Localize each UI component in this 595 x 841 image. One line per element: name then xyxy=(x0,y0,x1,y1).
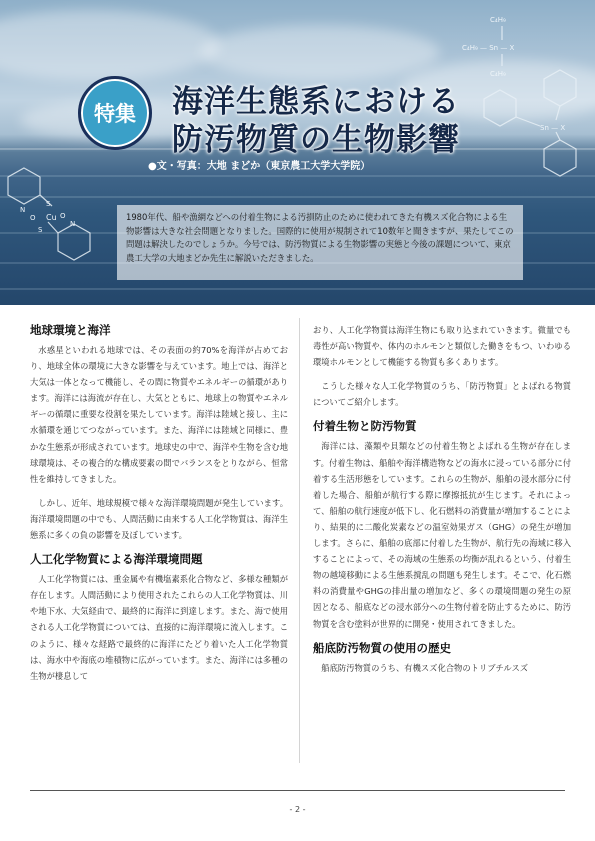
right-column xyxy=(313,322,571,676)
byline: ●文・写真：大地 まどか（東京農工大学大学院） xyxy=(148,161,371,172)
chemical-structure-left xyxy=(0,160,120,280)
chem-s1: S xyxy=(46,200,51,208)
chem-sn-x: C₄H₉ — Sn — X xyxy=(462,44,515,52)
article-title-line2: 防汚物質の生物影響 xyxy=(172,122,460,158)
section-heading-antifouling-history: 船底防汚物質の使用の歴史 xyxy=(313,640,451,655)
chem-o2: O xyxy=(60,212,66,220)
paragraph: 水惑星といわれる地球では、その表面の約70%を海洋が占めており、地球全体の環境に大きな影響を与えています。地上では、海洋と大気は一体となって機能し、その間に物質やエネルギーの循環があります。海洋には海流が存在し、大気とともに、地球上の物質やエネルギーの循環に重要な役割を果たしています。海洋は陸域と接し、主に水循環を通じてつながっています。また、海洋には陸域と同様に、豊かな生態系が形成されています。地球史の中で、海洋や生物を含む地球環境は、その複合的な構成要素の間でバランスをとりながら、恒常性を維持してきました。 xyxy=(30,345,288,484)
chem-c4h9-bottom: C₄H₉ xyxy=(490,70,506,78)
paragraph: しかし、近年、地球規模で様々な海洋環境問題が発生しています。海洋環境問題の中でも、人間活動に由来する人工化学物質は、海洋生態系に多くの負の影響を及ぼしています。 xyxy=(30,497,288,541)
paragraph: 船底防汚物質のうち、有機スズ化合物のトリブチルスズ xyxy=(321,662,529,673)
chemical-structure-right xyxy=(440,0,595,190)
column-divider xyxy=(299,318,300,763)
chem-n1: N xyxy=(20,206,26,214)
chem-n2: N xyxy=(70,220,76,228)
chem-o1: O xyxy=(30,214,36,222)
chem-s2: S xyxy=(38,226,43,234)
page-number: - 2 - xyxy=(289,805,306,814)
paragraph: こうした様々な人工化学物質のうち、「防汚物質」とよばれる物質についてご紹介します。 xyxy=(313,381,571,408)
section-heading-chemical-pollution: 人工化学物質による海洋環境問題 xyxy=(30,552,203,567)
chem-cu: Cu xyxy=(46,213,57,222)
paragraph: 海洋には、藻類や貝類などの付着生物とよばれる生物が存在します。付着生物は、船舶や海洋構造物などの海水に浸っている部分に付着する生活形態をしています。これらの生物が、船舶の浸水部分に付着した場合、船舶が航行する際に摩擦抵抗が生じます。それによって、船舶の航行速度が低下し、化石燃料の消費量が増加することにより、結果的に二酸化炭素などの温室効果ガス（GHG）の発生が増加します。さらに、船舶の底部に付着した生物が、航行先の海域に移入することによって、その海域の生態系の均衡が乱れるという、付着生物の越境移動による生態系撹乱の問題も発生します。そこで、化石燃料の消費量やGHGの排出量の増加など、多くの環境問題の発生の原因となる、船底などの浸水部分への生物付着を防止するために、防汚物質を含む塗料が世界的に開発・使用されてきました。 xyxy=(313,441,571,629)
section-heading-fouling-organisms: 付着生物と防汚物質 xyxy=(313,419,417,434)
chem-c4h9-top: C₄H₉ xyxy=(490,16,506,24)
paragraph: 人工化学物質には、重金属や有機塩素系化合物など、多様な種類が存在します。人間活動により使用されたこれらの人工化学物質は、川や地下水、大気経由で、最終的に海洋に到達します。また、海で使用される人工化学物質については、直接的に海洋環境に流入します。このように、様々な経路で最終的に海洋にたどり着いた人工化学物質は、海水中や海底の堆積物に広がっています。また、海洋には多種の生物が棲息して xyxy=(30,574,288,681)
footer-rule xyxy=(30,790,565,791)
lead-paragraph: 1980年代、船や漁網などへの付着生物による汚損防止のために使われてきた有機スズ化合物による生物影響は大きな社会問題となりました。国際的に使用が規制されて10数年と聞きますが、果たしてこの問題は解決したのでしょうか。今号では、防汚物質による生物影響の実態と今後の課題について、東京農工大学の大地まどか先生に解説いただきました。 xyxy=(117,205,523,280)
section-heading-earth-and-ocean: 地球環境と海洋 xyxy=(30,323,111,337)
header-banner xyxy=(0,0,595,305)
feature-badge-label: 特集 xyxy=(94,102,136,126)
chem-sn-x-2: Sn — X xyxy=(540,124,566,132)
left-column xyxy=(30,322,288,684)
article-title-line1: 海洋生態系における xyxy=(172,84,460,120)
feature-badge xyxy=(78,76,152,150)
paragraph-continued: おり、人工化学物質は海洋生物にも取り込まれていきます。微量でも毒性が高い物質や、体内のホルモンと類似した働きをもつ、いわゆる環境ホルモンとして機能する物質も多くあります。 xyxy=(313,325,571,368)
